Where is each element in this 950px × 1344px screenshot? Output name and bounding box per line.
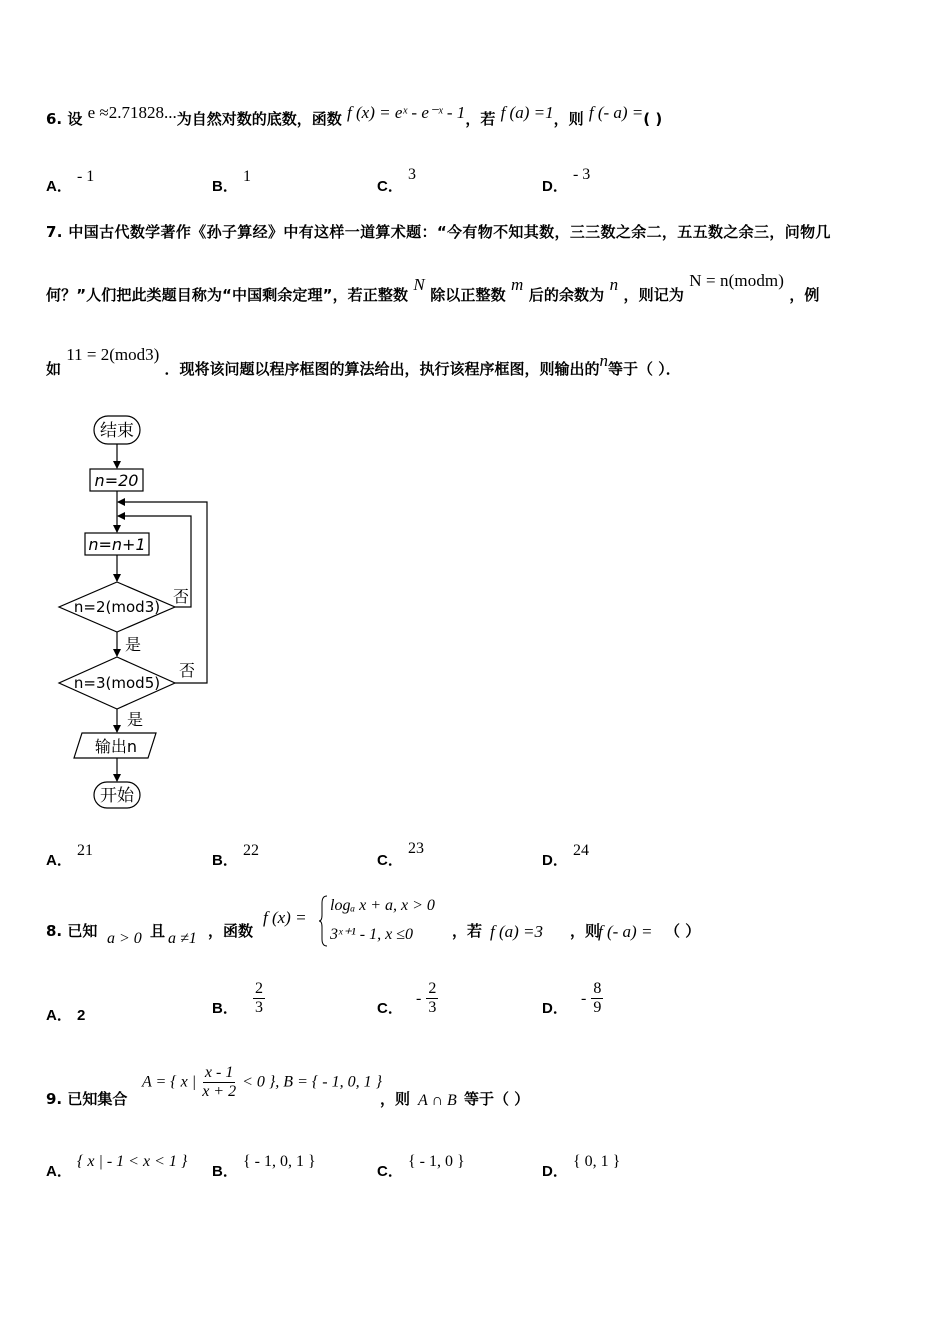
- q6-text-3: ，若: [465, 110, 496, 128]
- flow-no-2: 否: [179, 661, 196, 680]
- q8-option-d-sign: -: [580, 990, 587, 1007]
- q7-option-a[interactable]: [46, 839, 93, 869]
- q6-text-1: 设: [67, 110, 83, 128]
- q9-option-c-label: C．: [377, 1163, 403, 1180]
- q7-text-2a: 何？”人们把此类题目称为“中国剩余定理”，若正整数: [46, 286, 409, 304]
- q8-text-3: ，函数: [208, 922, 254, 940]
- q9-option-a[interactable]: [46, 1150, 188, 1180]
- q9-option-b-label: B．: [212, 1163, 238, 1180]
- q7-text-3c: 等于（ ）．: [608, 360, 681, 378]
- q8-option-c[interactable]: [377, 980, 438, 1017]
- q8-number: 8.: [46, 922, 63, 940]
- q7-line-1: [46, 221, 831, 242]
- q9-set-a-fraction: [200, 1064, 238, 1101]
- q7-text-2c: 后的余数为: [528, 286, 605, 304]
- q9-intersection: A ∩ B: [418, 1092, 457, 1109]
- q8-text-2: 且: [150, 922, 166, 940]
- q8-brace: [318, 895, 328, 947]
- q8-option-d[interactable]: [542, 980, 603, 1017]
- flow-decision-2-label: n=3(mod5): [73, 674, 161, 692]
- q9-option-b-value: { - 1, 0, 1 }: [242, 1153, 316, 1170]
- q9-stem: [46, 1088, 127, 1109]
- q7-option-a-label: A．: [46, 852, 72, 869]
- q7-var-n: n: [609, 275, 619, 294]
- q9-set-a-numerator: x - 1: [204, 1064, 234, 1081]
- q7-example: 11 = 2(mod3): [66, 345, 160, 364]
- flow-output-label: 输出n: [94, 737, 138, 756]
- q8-text-5: ，则: [570, 922, 601, 940]
- q7-text-2e: ，例: [789, 286, 820, 304]
- q7-option-b-value: 22: [242, 842, 259, 859]
- flow-yes-1: 是: [125, 635, 142, 654]
- q8-option-a-label: A．: [46, 1007, 72, 1024]
- q6-e-approx: e ≈2.71828...: [87, 103, 177, 122]
- q7-option-d[interactable]: [542, 839, 589, 869]
- q8-text-6: （ ）: [665, 922, 701, 940]
- q9-option-d-value: { 0, 1 }: [572, 1153, 621, 1170]
- q6-option-b-label: B．: [212, 178, 238, 195]
- q6-option-a-label: A．: [46, 178, 72, 195]
- flow-top-label: 结束: [100, 421, 134, 441]
- q8-option-b-denominator: 3: [254, 999, 263, 1016]
- q6-text-4: ，则: [553, 110, 584, 128]
- q9-option-a-label: A．: [46, 1163, 72, 1180]
- q9-option-c[interactable]: [377, 1150, 465, 1180]
- q7-option-a-value: 21: [76, 842, 93, 859]
- q6-option-a[interactable]: [46, 165, 95, 195]
- q9-set-expression: [142, 1064, 382, 1101]
- q6-option-d[interactable]: [542, 163, 591, 195]
- q8-stem: [46, 920, 97, 941]
- q8-option-c-fraction: [426, 980, 438, 1017]
- q6-number: 6.: [46, 110, 63, 128]
- q7-var-N: N: [413, 275, 425, 294]
- q7-var-m: m: [511, 275, 524, 294]
- q6-option-c-value: 3: [407, 166, 416, 183]
- q9-option-d[interactable]: [542, 1150, 621, 1180]
- q6-option-d-label: D．: [542, 178, 568, 195]
- q8-condition: f (a) =3: [490, 922, 544, 941]
- q8-condition-1: a > 0: [107, 930, 142, 947]
- flow-bottom-label: 开始: [100, 786, 134, 806]
- q7-option-c-value: 23: [407, 840, 424, 857]
- q8-condition-2: a ≠1: [168, 930, 197, 947]
- q6-ask: f (- a) =: [588, 103, 644, 122]
- q8-option-b-label: B．: [212, 1000, 238, 1017]
- q8-option-c-label: C．: [377, 1000, 403, 1017]
- q7-line-2: [46, 271, 820, 305]
- q8-option-a-value: 2: [76, 1007, 86, 1024]
- q7-text-3a: 如: [46, 360, 62, 378]
- q7-text-3b: ．现将该问题以程序框图的算法给出，执行该程序框图，则输出的: [164, 360, 600, 378]
- q9-option-d-label: D．: [542, 1163, 568, 1180]
- flow-init-label: n=20: [94, 471, 139, 490]
- q8-option-c-sign: -: [415, 990, 422, 1007]
- q7-text-1: 中国古代数学著作《孙子算经》中有这样一道算术题：“今有物不知其数，三三数之余二，五五数之余三，问物几: [68, 223, 831, 241]
- q6-option-a-value: - 1: [76, 168, 95, 185]
- q7-option-d-label: D．: [542, 852, 568, 869]
- q7-text-2d: ，则记为: [623, 286, 684, 304]
- q8-option-d-fraction: [591, 980, 603, 1017]
- q7-flowchart: [40, 405, 230, 815]
- q8-option-c-numerator: 2: [428, 980, 437, 997]
- q9-text-3: 等于（ ）: [464, 1090, 530, 1108]
- q9-text-2: ，则: [380, 1090, 411, 1108]
- q7-congruence: N = n(modm): [689, 271, 784, 290]
- q8-option-b-numerator: 2: [254, 980, 263, 997]
- q8-option-d-denominator: 9: [593, 999, 602, 1016]
- q8-case-1: logₐ x + a, x > 0: [330, 897, 435, 914]
- q7-var-n-2: n: [599, 351, 609, 370]
- q7-option-c[interactable]: [377, 837, 424, 869]
- q7-option-b[interactable]: [212, 839, 259, 869]
- q8-option-b[interactable]: [212, 980, 265, 1017]
- q6-option-c-label: C．: [377, 178, 403, 195]
- q8-ask: f (- a) =: [598, 922, 653, 941]
- flow-increment-label: n=n+1: [88, 535, 146, 554]
- q7-text-2b: 除以正整数: [430, 286, 506, 304]
- q6-option-d-value: - 3: [572, 166, 591, 183]
- q9-option-a-value: { x | - 1 < x < 1 }: [76, 1153, 188, 1170]
- q7-option-b-label: B．: [212, 852, 238, 869]
- q6-option-b-value: 1: [242, 168, 251, 185]
- q9-option-b[interactable]: [212, 1150, 316, 1180]
- q8-text-4: ，若: [452, 922, 483, 940]
- q6-text-2: 为自然对数的底数，函数: [176, 110, 342, 128]
- q9-option-c-value: { - 1, 0 }: [407, 1153, 465, 1170]
- q8-option-b-fraction: [253, 980, 265, 1017]
- q7-number: 7.: [46, 223, 63, 241]
- q6-stem: [46, 103, 663, 129]
- flow-yes-2: 是: [127, 710, 144, 729]
- q8-option-d-label: D．: [542, 1000, 568, 1017]
- q9-set-a-prefix: A = { x |: [142, 1073, 197, 1091]
- q8-text-1: 已知: [67, 922, 98, 940]
- q8-case-2: 3ˣ⁺¹ - 1, x ≤0: [330, 926, 413, 943]
- q8-option-c-denominator: 3: [428, 999, 437, 1016]
- q9-number: 9.: [46, 1090, 63, 1108]
- flow-decision-1-label: n=2(mod3): [73, 598, 161, 616]
- q7-option-d-value: 24: [572, 842, 589, 859]
- q6-condition: f (a) =1: [500, 103, 554, 122]
- q8-option-d-numerator: 8: [593, 980, 602, 997]
- q7-line-3: [46, 345, 681, 379]
- q9-text-1: 已知集合: [67, 1090, 128, 1108]
- q6-option-b[interactable]: [212, 165, 251, 195]
- flow-no-1: 否: [173, 587, 190, 606]
- q7-option-c-label: C．: [377, 852, 403, 869]
- q6-function: f (x) = eˣ - e⁻ˣ - 1: [347, 103, 466, 122]
- q6-text-5: ( ): [643, 110, 663, 128]
- q8-option-a[interactable]: [46, 1004, 85, 1025]
- q6-option-c[interactable]: [377, 163, 416, 195]
- q9-set-a-denominator: x + 2: [202, 1083, 237, 1100]
- q8-function-lhs: f (x) =: [263, 908, 307, 927]
- q9-set-a-suffix: < 0 }, B = { - 1, 0, 1 }: [242, 1073, 382, 1091]
